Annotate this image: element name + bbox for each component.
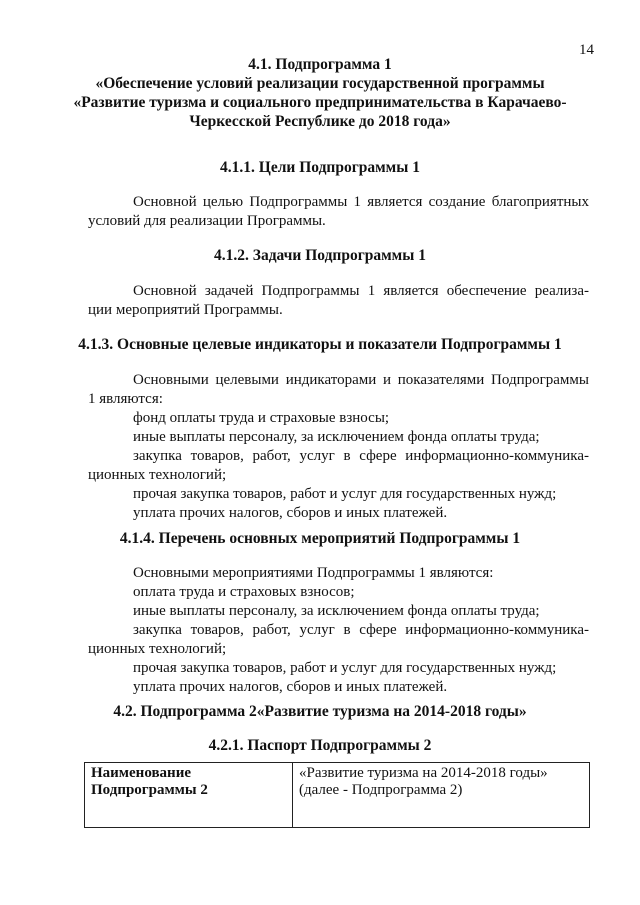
s414-list-item-4: прочая закупка товаров, работ и услуг для государственных нужд; bbox=[133, 660, 557, 676]
s414-text-line-1: Основными мероприятиями Подпрограммы 1 являются: bbox=[133, 565, 494, 581]
s414-list-item-1: оплата труда и страховых взносов; bbox=[133, 584, 355, 600]
title-line-2: «Обеспечение условий реализации государственной программы bbox=[95, 75, 545, 92]
passport-label-line-1: Наименование bbox=[91, 765, 191, 781]
s412-text-line-1: Основной задачей Подпрограммы 1 является обеспечение реализа- bbox=[133, 283, 589, 299]
s411-text-line-1: Основной целью Подпрограммы 1 является создание благоприятных bbox=[133, 194, 589, 210]
heading-4-1-4: 4.1.4. Перечень основных мероприятий Подпрограммы 1 bbox=[119, 530, 521, 547]
s413-list-item-3-cont: ционных технологий; bbox=[88, 467, 227, 483]
title-line-3: «Развитие туризма и социального предпринимательства в Карачаево- bbox=[73, 94, 567, 111]
heading-4-1-1: 4.1.1. Цели Подпрограммы 1 bbox=[220, 159, 420, 176]
s413-list-item-1: фонд оплаты труда и страховые взносы; bbox=[133, 410, 390, 426]
s411-text-line-2: условий для реализации Программы. bbox=[88, 213, 326, 229]
passport-value-line-1: «Развитие туризма на 2014-2018 годы» bbox=[299, 765, 548, 781]
heading-4-2-1: 4.2.1. Паспорт Подпрограммы 2 bbox=[208, 737, 432, 754]
passport-value-line-2: (далее - Подпрограмма 2) bbox=[299, 782, 463, 798]
heading-4-1-3: 4.1.3. Основные целевые индикаторы и показатели Подпрограммы 1 bbox=[78, 336, 562, 353]
s412-text-line-2: ции мероприятий Программы. bbox=[88, 302, 283, 318]
table-row bbox=[85, 763, 590, 828]
heading-4-2: 4.2. Подпрограмма 2«Развитие туризма на 2014-2018 годы» bbox=[113, 703, 527, 720]
page-number: 14 bbox=[579, 42, 594, 58]
s413-list-item-5: уплата прочих налогов, сборов и иных платежей. bbox=[133, 505, 448, 521]
s413-text-line-1: Основными целевыми индикаторами и показателями Подпрограммы bbox=[133, 372, 589, 388]
s414-list-item-5: уплата прочих налогов, сборов и иных платежей. bbox=[133, 679, 448, 695]
passport-label-cell bbox=[85, 763, 293, 828]
passport-table bbox=[84, 762, 590, 828]
s413-text-line-2: 1 являются: bbox=[88, 391, 163, 407]
title-line-4: Черкесской Республике до 2018 года» bbox=[189, 113, 451, 130]
s413-list-item-2: иные выплаты персоналу, за исключением фонда оплаты труда; bbox=[133, 429, 540, 445]
heading-4-1-2: 4.1.2. Задачи Подпрограммы 1 bbox=[214, 247, 426, 264]
passport-value-cell bbox=[293, 763, 590, 828]
s413-list-item-4: прочая закупка товаров, работ и услуг для государственных нужд; bbox=[133, 486, 557, 502]
title-line-1: 4.1. Подпрограмма 1 bbox=[248, 56, 392, 73]
s414-list-item-2: иные выплаты персоналу, за исключением фонда оплаты труда; bbox=[133, 603, 540, 619]
s413-list-item-3: закупка товаров, работ, услуг в сфере информационно-коммуника- bbox=[133, 448, 589, 464]
passport-label-line-2: Подпрограммы 2 bbox=[91, 782, 208, 798]
s414-list-item-3: закупка товаров, работ, услуг в сфере информационно-коммуника- bbox=[133, 622, 589, 638]
s414-list-item-3-cont: ционных технологий; bbox=[88, 641, 227, 657]
